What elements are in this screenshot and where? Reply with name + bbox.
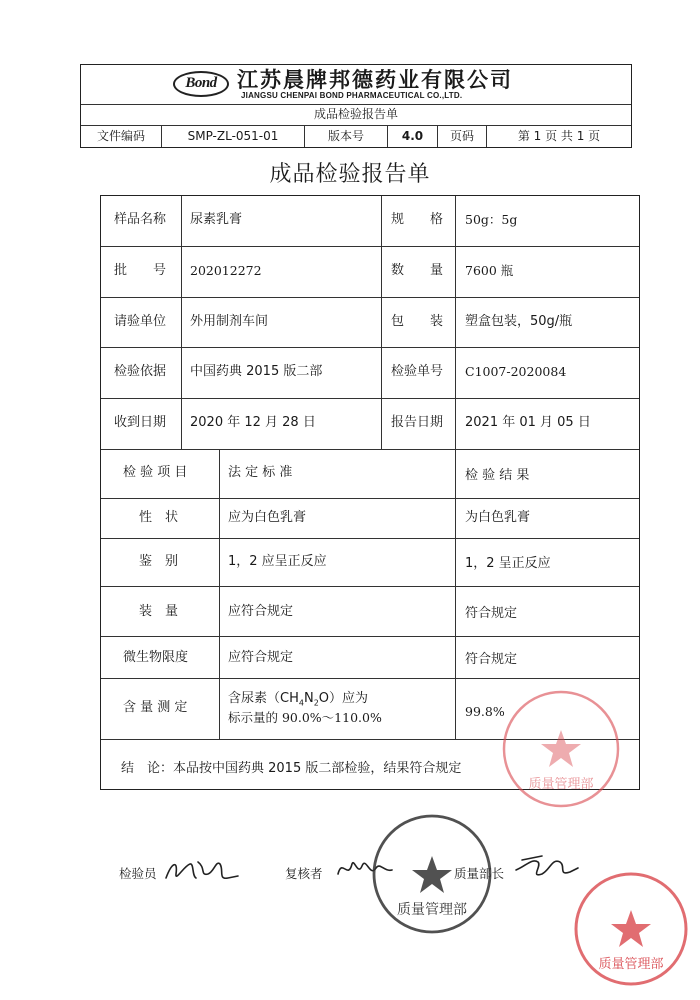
test-standard: 1，2 应呈正反应 [228,554,327,569]
header-doc-title: 成品检验报告单 [313,107,398,121]
test-result: 1，2 呈正反应 [465,556,551,571]
test-item: 性 状 [139,510,179,525]
version-value: 4.0 [388,125,438,147]
test-standard: 应符合规定 [228,604,294,619]
col-header-standard: 法 定 标 准 [228,465,293,480]
report-no-label: 检验单号 [391,364,444,379]
qty-value: 7600 瓶 [465,263,514,278]
test-result: 符合规定 [465,606,518,621]
test-result: 为白色乳膏 [465,510,531,525]
requester-value: 外用制剂车间 [190,314,269,329]
col-header-item: 检 验 项 目 [123,465,188,480]
received-value: 2020 年 12 月 28 日 [190,415,316,430]
col-divider [219,449,220,739]
test-standard: 应符合规定 [228,650,294,665]
header-meta-row [81,125,631,147]
col-divider [381,196,382,449]
report-date-value: 2021 年 01 月 05 日 [465,415,591,430]
header-doc-title-row [81,104,631,126]
content-result: 99.8% [465,704,505,719]
basis-label: 检验依据 [114,364,167,379]
batch-label: 批 号 [114,263,167,278]
report-date-label: 报告日期 [391,415,444,430]
sample-name-label: 样品名称 [114,212,167,227]
minister-label: 质量部长 [454,866,505,881]
col-divider [181,196,182,449]
company-name-en: JIANGSU CHENPAI BOND PHARMACEUTICAL CO.,LTD. [241,91,463,100]
test-item: 装 量 [139,604,179,619]
spec-value: 50g：5g [465,212,518,227]
sample-name: 尿素乳膏 [190,212,243,227]
stamp-dept-text: 质量管理部 [397,902,467,918]
inspector-signature-icon [162,852,242,888]
qty-label: 数 量 [391,263,444,278]
file-code: SMP-ZL-051-01 [162,125,305,147]
row-divider [101,498,639,499]
company-quality-stamp-icon [370,812,494,936]
spec-label: 规 格 [391,212,444,227]
test-standard: 应为白色乳膏 [228,510,307,525]
page-label: 页码 [438,125,487,147]
package-value: 塑盒包装，50g/瓶 [465,314,573,329]
company-banner [81,65,631,105]
row-divider [101,538,639,539]
test-result: 符合规定 [465,652,518,667]
supplier-quality-stamp-icon [572,870,690,988]
stamp-dept-text: 质量管理部 [598,957,664,972]
report-no-value: C1007-2020084 [465,364,567,379]
test-item-content: 含 量 测 定 [123,700,188,715]
test-item: 微生物限度 [123,650,189,665]
package-label: 包 装 [391,314,444,329]
document-header [80,64,632,148]
version-label: 版本号 [305,125,388,147]
requester-label: 请验单位 [114,314,167,329]
quality-stamp-red-icon [500,688,622,810]
report-title: 成品检验报告单 [269,162,431,187]
inspector-label: 检验员 [119,866,157,881]
content-standard-line1: 含尿素$(CH_4N_2O)$应为 [228,691,369,708]
col-divider [455,449,456,739]
row-divider [101,678,639,679]
batch-value: 202012272 [190,263,262,278]
company-logo: Bond [173,71,229,97]
reviewer-label: 复核者 [285,866,323,881]
row-divider [101,586,639,587]
content-standard-line2: 标示量的 90.0%～110.0% [228,710,382,725]
col-header-result: 检 验 结 果 [465,468,530,483]
company-name-cn: 江苏晨牌邦德药业有限公司 [237,68,513,92]
conclusion: 结 论：本品按中国药典 2015 版二部检验，结果符合规定 [121,761,462,776]
stamp-dept-text: 质量管理部 [528,777,594,792]
col-divider [455,196,456,449]
basis-value: 中国药典 2015 版二部 [190,364,323,379]
row-divider [101,449,639,450]
received-label: 收到日期 [114,415,167,430]
file-code-label: 文件编码 [81,125,162,147]
test-item: 鉴 别 [139,554,179,569]
row-divider [101,636,639,637]
page-info: 第 1 页 共 1 页 [517,129,601,143]
